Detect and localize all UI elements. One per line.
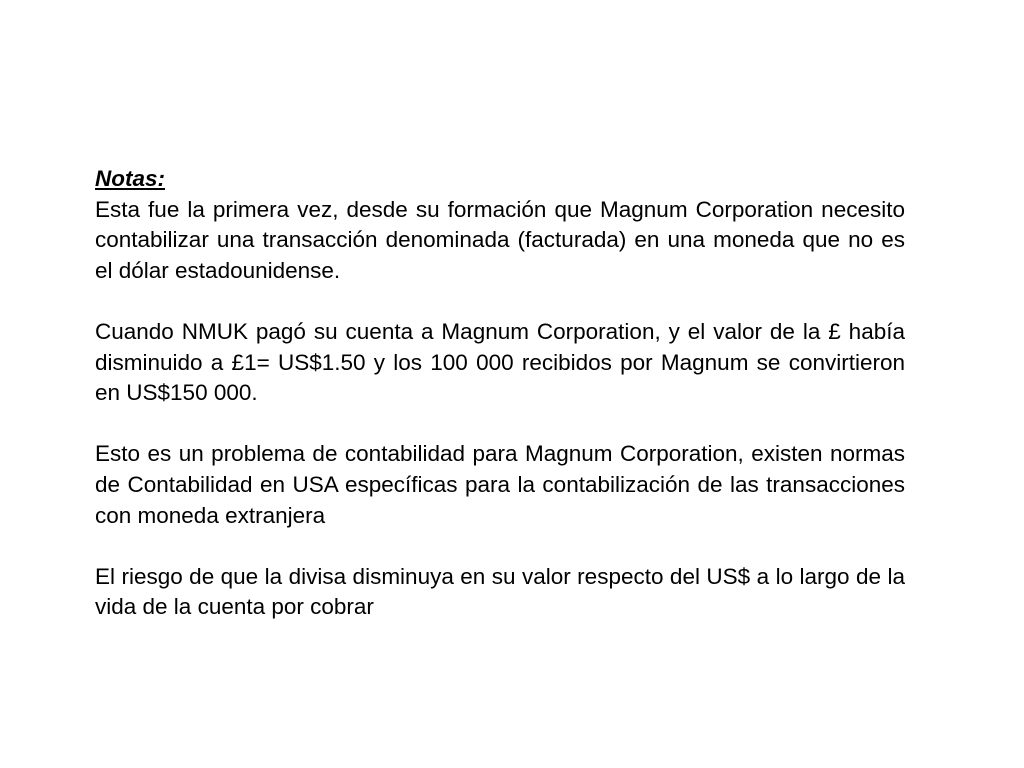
notes-paragraph-4: El riesgo de que la divisa disminuya en su valor respecto del US$ a lo largo de la vida de la cuenta por cobrar — [95, 563, 905, 620]
notes-paragraph-2: Cuando NMUK pagó su cuenta a Magnum Corporation, y el valor de la £ había disminuido a £1= US$1.50 y los 100 000 recibidos por Magnum se convirtieron en US$150 000. — [95, 318, 905, 406]
notes-paragraph-3: Esto es un problema de contabilidad para Magnum Corporation, existen normas de Contabilidad en USA específicas para la contabilización de las transacciones con moneda extranjera — [95, 441, 905, 528]
notes-heading: Notas: — [95, 166, 166, 191]
notes-block — [95, 164, 905, 623]
notes-paragraph-1: Esta fue la primera vez, desde su formación que Magnum Corporation necesito contabilizar una transacción denominada (facturada) en una moneda que no es el dólar estadounidense. — [95, 196, 905, 283]
